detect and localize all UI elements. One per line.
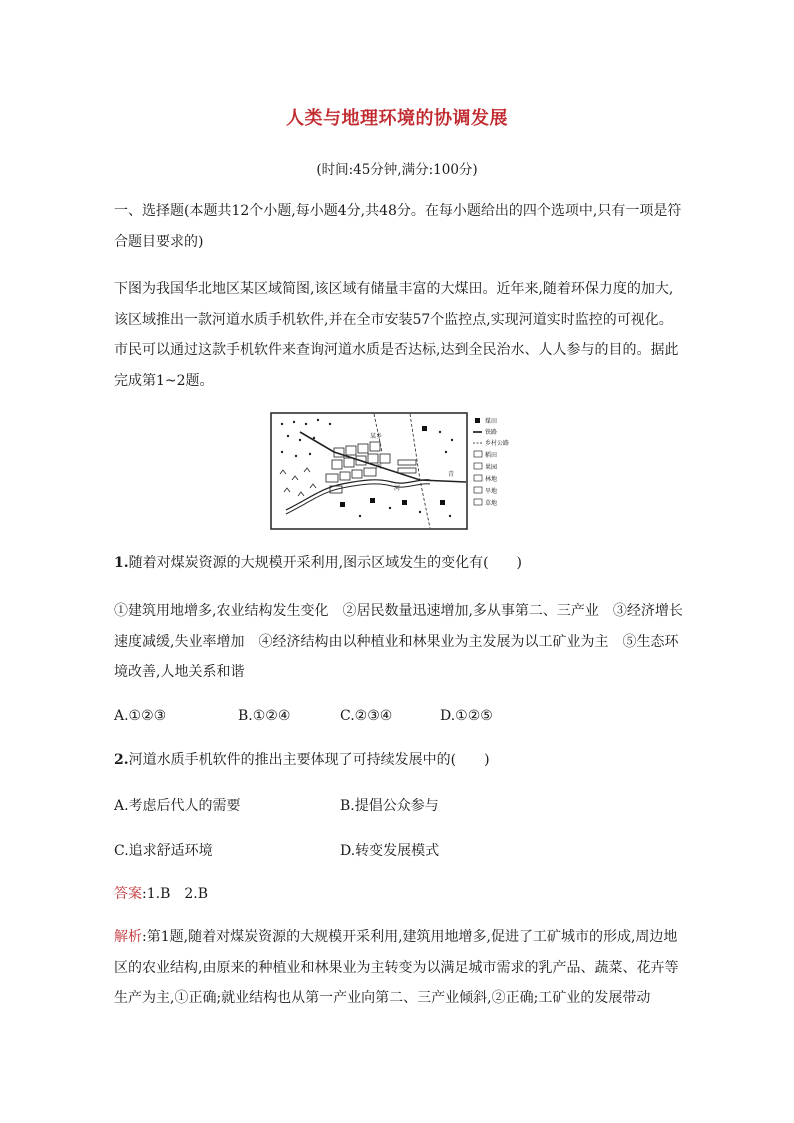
q1-option-a[interactable]: A.①②③ [114,708,167,724]
q1-option-c[interactable]: C.②③④ [340,708,393,724]
q2-option-a[interactable]: A.考虑后代人的需要 [114,798,241,814]
legend-forest: 林地 [485,476,498,483]
question-1 [114,553,522,573]
map-label-river-name: 青 [448,471,455,478]
legend-road: 乡村公路 [485,440,510,447]
region-map [270,412,520,530]
legend-orchard: 果园 [485,464,498,471]
question-2-text: 河道水质手机软件的推出主要体现了可持续发展中的( ) [128,752,490,768]
question-1-text: 随着对煤炭资源的大规模开采利用,图示区域发生的变化有( ) [128,555,522,571]
analysis [114,922,686,1014]
legend-dryland: 旱地 [485,488,498,495]
map-label-river-2: 河 [394,485,401,492]
legend-paddy: 稻田 [485,452,498,459]
q2-option-d[interactable]: D.转变发展模式 [340,843,440,859]
question-1-number: 1. [114,555,129,571]
legend-coal: 煤田 [485,418,498,425]
answer-text: :1.B 2.B [142,886,209,902]
map-label-river: 河 [376,463,383,470]
answer-label: 答案 [114,886,142,902]
analysis-text: :第1题,随着对煤炭资源的大规模开采利用,建筑用地增多,促进了工矿城市的形成,周边地区的农业结构,由原来的种植业和林果业为主转变为以满足城市需求的乳产品、蔬菜、花卉等生产为主,①正确;就业结构也从第一产业向第二、三产业倾斜,②正确;工矿业的发展带动 [114,929,679,1006]
analysis-label: 解析 [114,929,142,945]
question-2-number: 2. [114,752,129,768]
question-stem: 下图为我国华北地区某区域简图,该区域有储量丰富的大煤田。近年来,随着环保力度的加大,该区域推出一款河道水质手机软件,并在全市安装57个监控点,实现河道实时监控的可视化。市民可以通过这款手机软件来查询河道水质是否达标,达到全民治水、人人参与的目的。据此完成第1~2题。 [114,281,679,389]
map-label-village: 某乡 [370,433,383,440]
q1-option-d[interactable]: D.①②⑤ [440,708,493,724]
q2-option-c[interactable]: C.追求舒适环境 [114,843,213,859]
q1-option-b[interactable]: B.①②④ [238,708,291,724]
page-title: 人类与地理环境的协调发展 [286,108,508,129]
map-frame [271,413,467,529]
exam-info: (时间:45分钟,满分:100分) [316,162,478,178]
question-1-statements: ①建筑用地增多,农业结构发生变化 ②居民数量迅速增加,多从事第二、三产业 ③经济增长速度减缓,失业率增加 ④经济结构由以种植业和林果业为主发展为以工矿业为主 ⑤生态环境改善,人地关系和谐 [114,603,683,680]
section-heading: 一、选择题(本题共12个小题,每小题4分,共48分。在每小题给出的四个选项中,只有一项是符合题目要求的) [114,203,682,250]
answer-line [114,884,208,904]
legend-grassland: 草地 [485,500,498,507]
map-legend [473,417,509,507]
legend-railway: 铁路 [485,429,498,436]
q2-option-b[interactable]: B.提倡公众参与 [340,798,439,814]
question-2 [114,750,490,770]
